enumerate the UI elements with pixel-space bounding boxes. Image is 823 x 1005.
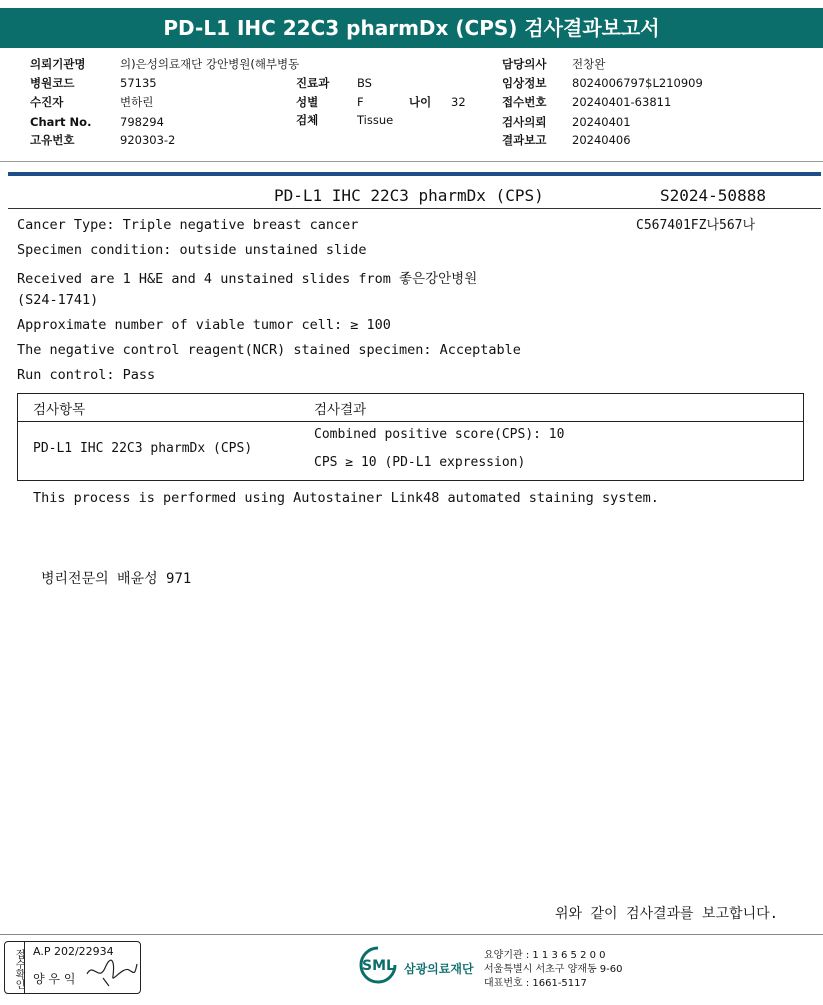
sex-value: F: [357, 95, 364, 109]
sex-label: 성별: [296, 95, 319, 109]
specimen-value: Tissue: [357, 113, 394, 127]
receipt-value: 20240401-63811: [572, 95, 672, 109]
hospital-code-value: 57135: [120, 76, 157, 90]
closing-statement: 위와 같이 검사결과를 보고합니다.: [555, 906, 779, 922]
patient-value: 변하린: [120, 95, 154, 109]
institution-value: 의)은성의료재단 강안병원(해부병동: [120, 57, 300, 71]
chart-value: 798294: [120, 115, 164, 129]
pathologist-signature-line: 병리전문의 배윤성 971: [41, 571, 192, 587]
result-table: [17, 393, 804, 481]
receipt-label: 접수번호: [502, 95, 547, 109]
ap-number: A.P 202/22934: [33, 945, 114, 958]
request-value: 20240401: [572, 115, 631, 129]
clinical-label: 임상정보: [502, 76, 547, 90]
unique-value: 920303-2: [120, 133, 176, 147]
report-line: Received are 1 H&E and 4 unstained slides from 좋은강안병원: [17, 271, 478, 287]
age-value: 32: [451, 95, 466, 109]
clinical-value: 8024006797$L210909: [572, 76, 703, 90]
age-label: 나이: [409, 95, 432, 109]
institution-label: 의뢰기관명: [30, 57, 86, 71]
dept-value: BS: [357, 76, 372, 90]
sml-logo-text: SML: [362, 958, 395, 974]
report-line: (S24-1741): [17, 292, 99, 308]
footer-divider: [0, 934, 823, 935]
report-heading: PD-L1 IHC 22C3 pharmDx (CPS): [274, 186, 544, 205]
report-line: Cancer Type: Triple negative breast cancer: [17, 217, 359, 233]
test-item: PD-L1 IHC 22C3 pharmDx (CPS): [33, 441, 253, 456]
report-line: Run control: Pass: [17, 367, 156, 383]
handwritten-signature: [83, 956, 139, 988]
receipt-stamp: [4, 941, 141, 994]
item-column-header: 검사항목: [33, 402, 86, 418]
result-table-header: [18, 394, 803, 422]
doctor-value: 전창완: [572, 57, 606, 71]
stamp-name: 양 우 익: [33, 972, 76, 986]
institution-code: 요양기관 : 1 1 3 6 5 2 0 0: [484, 950, 606, 961]
heading-underline: [8, 208, 821, 209]
specimen-label: 검체: [296, 113, 319, 127]
report-date-value: 20240406: [572, 133, 631, 147]
address: 서울특별시 서초구 양재동 9-60: [484, 964, 623, 975]
stamp-side-label: 접수확인: [5, 942, 25, 993]
report-line: Specimen condition: outside unstained slide: [17, 242, 367, 258]
header-divider: [0, 161, 823, 162]
case-number: S2024-50888: [660, 186, 766, 205]
chart-label: Chart No.: [30, 115, 92, 129]
organization-name: 삼광의료재단: [404, 962, 474, 976]
report-line: The negative control reagent(NCR) stained specimen: Acceptable: [17, 342, 521, 358]
result-column-header: 검사결과: [314, 402, 367, 418]
report-line: Approximate number of viable tumor cell: ≥ 100: [17, 317, 391, 333]
phone: 대표번호 : 1661-5117: [484, 978, 587, 989]
cps-interpretation: CPS ≥ 10 (PD-L1 expression): [314, 455, 526, 470]
hospital-code-label: 병원코드: [30, 76, 75, 90]
report-date-label: 결과보고: [502, 133, 547, 147]
request-label: 검사의뢰: [502, 115, 547, 129]
report-title: PD-L1 IHC 22C3 pharmDx (CPS) 검사결과보고서: [0, 8, 823, 48]
patient-label: 수진자: [30, 95, 64, 109]
doctor-label: 담당의사: [502, 57, 547, 71]
unique-label: 고유번호: [30, 133, 75, 147]
sub-code: C567401FZ나567나: [636, 218, 756, 233]
cps-score: Combined positive score(CPS): 10: [314, 427, 565, 442]
process-note: This process is performed using Autostainer Link48 automated staining system.: [33, 490, 659, 506]
dept-label: 진료과: [296, 76, 330, 90]
section-rule: [8, 172, 821, 176]
